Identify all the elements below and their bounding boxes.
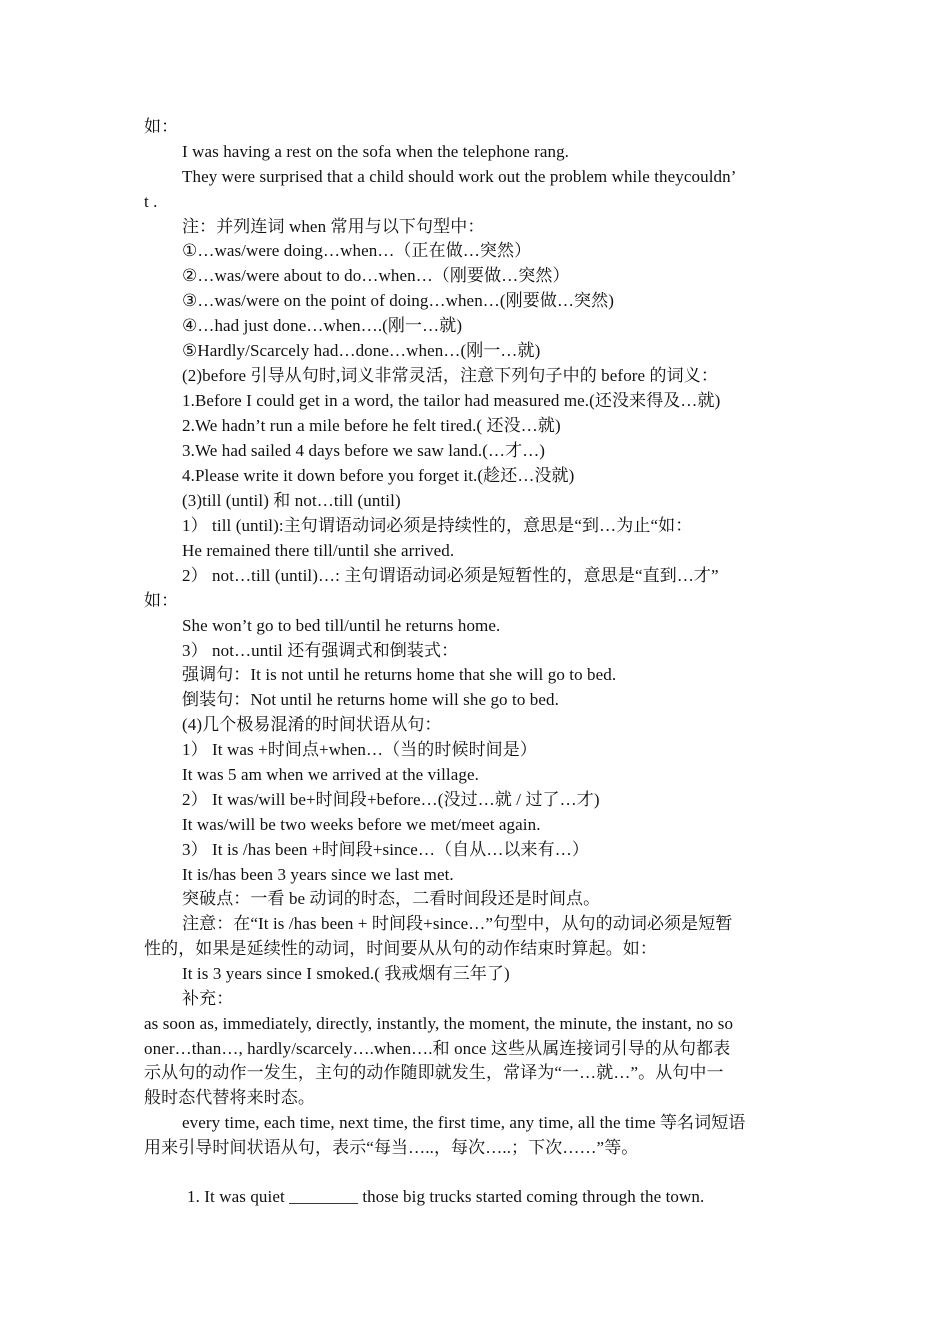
supplement-paragraph: 示从句的动作一发生，主句的动作随即就发生，常译为“一…就…”。从句中一 bbox=[144, 1063, 724, 1082]
rule-item: 2） It was/will be+时间段+before…(没过…就 / 过了…才) bbox=[182, 790, 600, 809]
note-paragraph: 注意：在“It is /has been + 时间段+since…”句型中，从句的动词必须是短暂 bbox=[182, 914, 733, 933]
note-heading: 注：并列连词 when 常用与以下句型中： bbox=[182, 217, 485, 236]
pattern-item: ②…was/were about to do…when…（刚要做…突然） bbox=[182, 266, 570, 285]
section-heading-till: (3)till (until) 和 not…till (until) bbox=[182, 491, 401, 510]
example-sentence: They were surprised that a child should work out the problem while theycouldn’ bbox=[182, 167, 737, 186]
rule-item: 1） till (until):主句谓语动词必须是持续性的，意思是“到…为止“如： bbox=[182, 516, 693, 535]
pattern-item: ①…was/were doing…when…（正在做…突然） bbox=[182, 241, 532, 260]
supplement-paragraph: every time, each time, next time, the first time, any time, all the time 等名词短语 bbox=[182, 1113, 746, 1132]
example-sentence: He remained there till/until she arrived. bbox=[182, 541, 455, 560]
example-sentence: I was having a rest on the sofa when the telephone rang. bbox=[182, 142, 570, 161]
example-sentence: 2.We hadn’t run a mile before he felt tired.( 还没…就) bbox=[182, 416, 561, 435]
exercise-question: 1. It was quiet ________ those big trucks started coming through the town. bbox=[187, 1187, 705, 1206]
example-sentence: It is/has been 3 years since we last met. bbox=[182, 865, 454, 884]
rule-item: 1） It was +时间点+when…（当的时候时间是） bbox=[182, 740, 537, 759]
pattern-item: ④…had just done…when….(刚一…就) bbox=[182, 316, 463, 335]
example-sentence-continued: t . bbox=[144, 192, 158, 211]
example-sentence: She won’t go to bed till/until he returns home. bbox=[182, 616, 501, 635]
example-sentence: 强调句：It is not until he returns home that she will go to bed. bbox=[182, 665, 617, 684]
supplement-paragraph: oner…than…, hardly/scarcely….when….和 once 这些从属连接词引导的从句都表 bbox=[144, 1039, 731, 1058]
example-sentence: 1.Before I could get in a word, the tailor had measured me.(还没来得及…就) bbox=[182, 391, 721, 410]
pattern-item: ③…was/were on the point of doing…when…(刚要做…突然) bbox=[182, 291, 615, 310]
rule-item-continued: 如： bbox=[144, 591, 179, 610]
section-heading-confusing-clauses: (4)几个极易混淆的时间状语从句： bbox=[182, 715, 442, 734]
example-sentence: 3.We had sailed 4 days before we saw land.(…才…) bbox=[182, 441, 546, 460]
example-sentence: It is 3 years since I smoked.( 我戒烟有三年了) bbox=[182, 964, 510, 983]
supplement-paragraph: 用来引导时间状语从句，表示“每当…..，每次…..；下次……”等。 bbox=[144, 1138, 639, 1157]
example-sentence: It was 5 am when we arrived at the village. bbox=[182, 765, 479, 784]
supplement-heading: 补充： bbox=[182, 989, 234, 1008]
note-paragraph-continued: 性的，如果是延续性的动词，时间要从从句的动作结束时算起。如： bbox=[144, 939, 657, 958]
example-sentence: 4.Please write it down before you forget it.(趁还…没就) bbox=[182, 466, 575, 485]
supplement-paragraph: 般时态代替将来时态。 bbox=[144, 1088, 315, 1107]
example-sentence: It was/will be two weeks before we met/meet again. bbox=[182, 815, 541, 834]
supplement-paragraph: as soon as, immediately, directly, instantly, the moment, the minute, the instant, no so bbox=[144, 1014, 734, 1033]
rule-item: 3） It is /has been +时间段+since…（自从…以来有…） bbox=[182, 840, 589, 859]
example-label: 如： bbox=[144, 117, 179, 136]
rule-item: 2） not…till (until)…: 主句谓语动词必须是短暂性的，意思是“直到…才” bbox=[182, 566, 719, 585]
section-heading-before: (2)before 引导从句时,词义非常灵活，注意下列句子中的 before 的词义： bbox=[182, 366, 718, 385]
example-sentence: 倒装句：Not until he returns home will she go to bed. bbox=[182, 690, 559, 709]
rule-item: 3） not…until 还有强调式和倒装式： bbox=[182, 641, 459, 660]
key-point: 突破点：一看 be 动词的时态，二看时间段还是时间点。 bbox=[182, 889, 601, 908]
pattern-item: ⑤Hardly/Scarcely had…done…when…(刚一…就) bbox=[182, 341, 541, 360]
